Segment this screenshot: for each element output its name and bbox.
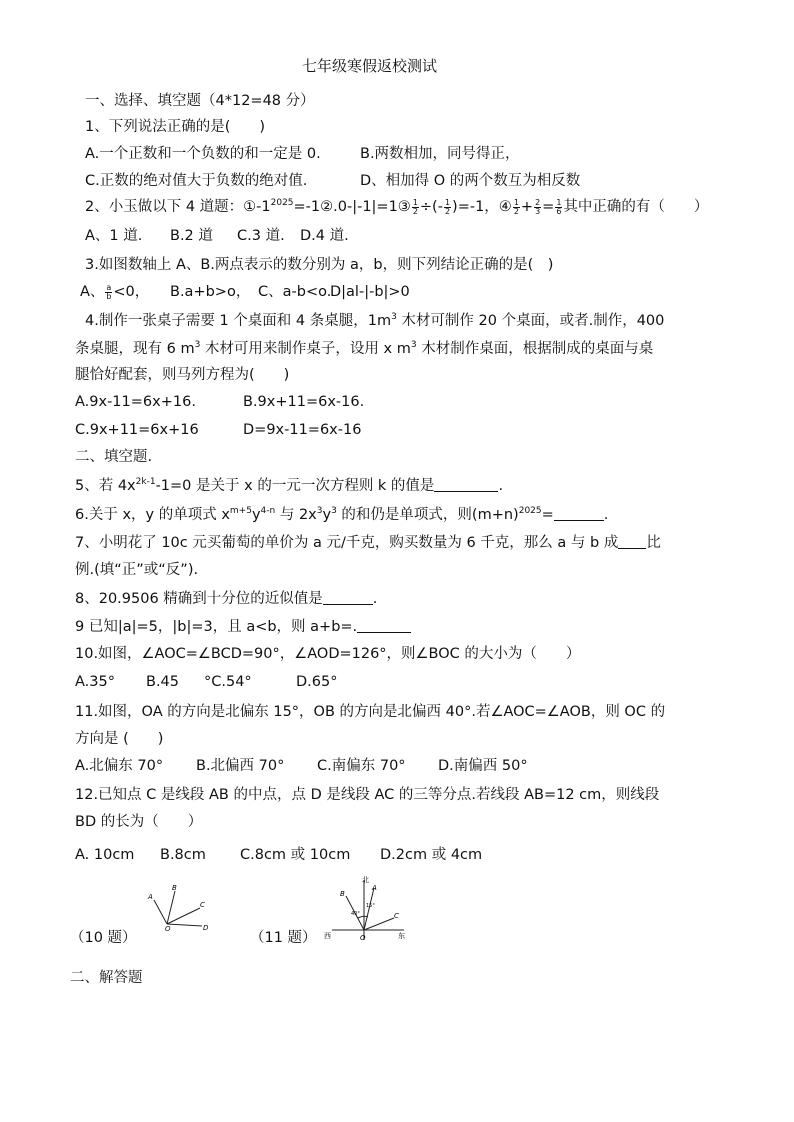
question-2-option-a: A、1 道. [85, 228, 143, 244]
question-8: 8、20.9506 精确到十分位的近似值是 . [75, 591, 378, 607]
label-west: 西 [324, 932, 331, 940]
label-o: O [360, 934, 366, 942]
page-title: 七年级寒假返校测试 [302, 57, 438, 75]
question-4-option-c: C.9x+11=6x+16 [75, 422, 199, 438]
fraction: $\frac{1}{6}$ [556, 197, 562, 216]
figure-11-caption: （11 题） [250, 930, 317, 946]
fraction: $\frac{1}{2}$ [513, 197, 519, 216]
label-c: C [200, 901, 205, 909]
question-1-option-d: D、相加得 O 的两个数互为相反数 [360, 173, 581, 189]
question-3-option-d: D|al-|-b|>0 [330, 284, 410, 300]
answer-blank[interactable] [434, 477, 498, 492]
question-3-option-b: B.a+b>o， [170, 284, 251, 300]
fraction: $\frac{a}{b}$ [106, 282, 112, 301]
answer-blank[interactable] [554, 506, 604, 521]
question-2-option-c: C.3 道. [237, 228, 285, 244]
question-4-line-2: 条桌腿，现有 6 $m^3$ 木材可用来制作桌子，设用 x $m^3$ 木材制作桌面，根据制成的桌面与桌 [75, 340, 654, 357]
section-heading-solve: 二、解答题 [70, 970, 143, 986]
label-d: D [203, 924, 209, 932]
figure-11-compass [322, 874, 412, 946]
question-4-option-a: A.9x-11=6x+16. [75, 394, 196, 410]
label-o: O [165, 925, 171, 932]
fraction: $\frac{1}{2}$ [412, 197, 418, 216]
question-10-option-d: D.65° [296, 674, 338, 690]
question-11-option-b: B.北偏西 70° [196, 758, 285, 774]
label-a: A [148, 893, 153, 901]
question-10-option-c: °C.54° [204, 674, 252, 690]
answer-blank[interactable] [618, 534, 646, 549]
ray-oc [167, 908, 200, 924]
question-1-option-b: B.两数相加，同号得正， [360, 146, 520, 162]
label-east: 东 [398, 932, 405, 940]
question-11-line-2: 方向是 ( ) [75, 731, 164, 747]
question-12-option-b: B.8cm [160, 847, 206, 863]
question-4-option-d: D=9x-11=6x-16 [243, 422, 362, 438]
question-12-option-d: D.2cm 或 4cm [380, 847, 483, 863]
ray-oc [364, 918, 394, 930]
question-12-option-c: C.8cm 或 10cm [240, 847, 351, 863]
question-5: 5、若 $4x^{2k-1}-1=0$ 是关于 x 的一元一次方程则 k 的值是 . [75, 477, 504, 494]
question-6: 6.关于 x，y 的单项式 $x^{m+5}y^{4-n}$ 与 $2x^3y^3$ 的和仍是单项式，则$(m+n)^{2025}=$ . [75, 506, 609, 523]
ray-ob [167, 891, 175, 924]
question-4-option-b: B.9x+11=6x-16. [243, 394, 365, 410]
question-10-stem: 10.如图，∠AOC=∠BCD=90°，∠AOD=126°，则∠BOC 的大小为（ ） [75, 646, 581, 662]
question-11-option-d: D.南偏西 50° [438, 758, 528, 774]
figure-10-caption: （10 题） [70, 930, 137, 946]
question-7-line-1: 7、小明花了 10c 元买葡萄的单价为 a 元/千克，购买数量为 6 千克，那么 a 与 b 成 比 [75, 535, 661, 551]
question-4-line-3: 腿恰好配套，则马列方程为( ) [75, 367, 290, 383]
question-2-option-b: B.2 道 [170, 228, 213, 244]
question-1-option-c: C.正数的绝对值大于负数的绝对值. [85, 173, 308, 189]
ray-oa [154, 900, 167, 924]
question-3-stem: 3.如图数轴上 A、B.两点表示的数分别为 a，b，则下列结论正确的是( ) [85, 257, 554, 273]
question-10-option-b: B.45 [146, 674, 180, 690]
label-north: 北 [362, 876, 369, 884]
question-4-line-1: 4.制作一张桌子需要 1 个桌面和 4 条桌腿，$1m^3$ 木材可制作 20 个桌面，或者.制作，400 [85, 312, 665, 329]
question-12-line-1: 12.已知点 C 是线段 AB 的中点，点 D 是线段 AC 的三等分点.若线段 AB=12 cm，则线段 [75, 787, 660, 803]
question-10-option-a: A.35° [75, 674, 115, 690]
question-1-option-a: A.一个正数和一个负数的和一定是 0. [85, 146, 321, 162]
question-11-line-1: 11.如图，OA 的方向是北偏东 15°，OB 的方向是北偏西 40°.若∠AOC=∠AOB，则 OC 的 [75, 704, 666, 720]
section-heading-choice: 一、选择、填空题（4*12=48 分） [85, 93, 315, 109]
question-2-stem: 2、小玉做以下 4 道题：$①-1^{2025}=-1②.0-|-1|=1③$ $\frac{1}{2}$ ÷(- $\frac{1}{2}$ )=-1，④ $\frac{1}{2}$ + $\frac{2}{3}$ = $\frac{1}{6}$ 其中正确的有（ ） [85, 197, 709, 216]
section-heading-fill: 二、填空题. [75, 449, 153, 465]
question-12-option-a: A. 10cm [75, 847, 135, 863]
question-11-option-a: A.北偏东 70° [75, 758, 164, 774]
question-3-option-a: A、 $\frac{a}{b}$ <0， [80, 282, 150, 301]
figure-10-angles [140, 882, 220, 932]
answer-blank[interactable] [323, 590, 373, 605]
ray-od [167, 924, 202, 926]
label-b: B [172, 884, 177, 892]
question-7-line-2: 例.(填“正”或“反”). [75, 562, 199, 578]
question-9: 9 已知|a|=5，|b|=3，且 a<b，则 a+b=. [75, 618, 411, 636]
fraction: $\frac{2}{3}$ [535, 197, 541, 216]
label-angle-15: 15° [366, 903, 375, 909]
fraction: $\frac{1}{2}$ [444, 197, 451, 216]
answer-blank[interactable] [357, 618, 411, 633]
question-12-line-2: BD 的长为（ ） [75, 814, 203, 830]
question-11-option-c: C.南偏东 70° [317, 758, 406, 774]
label-angle-40: 40° [351, 911, 360, 917]
label-c: C [394, 912, 399, 920]
question-2-option-d: D.4 道. [300, 228, 349, 244]
question-3-option-c: C、a-b<o. [258, 284, 332, 300]
ray-oa [364, 888, 374, 930]
label-b: B [340, 890, 345, 898]
question-1-stem: 1、下列说法正确的是( ) [85, 119, 266, 135]
label-a: A [372, 884, 377, 892]
